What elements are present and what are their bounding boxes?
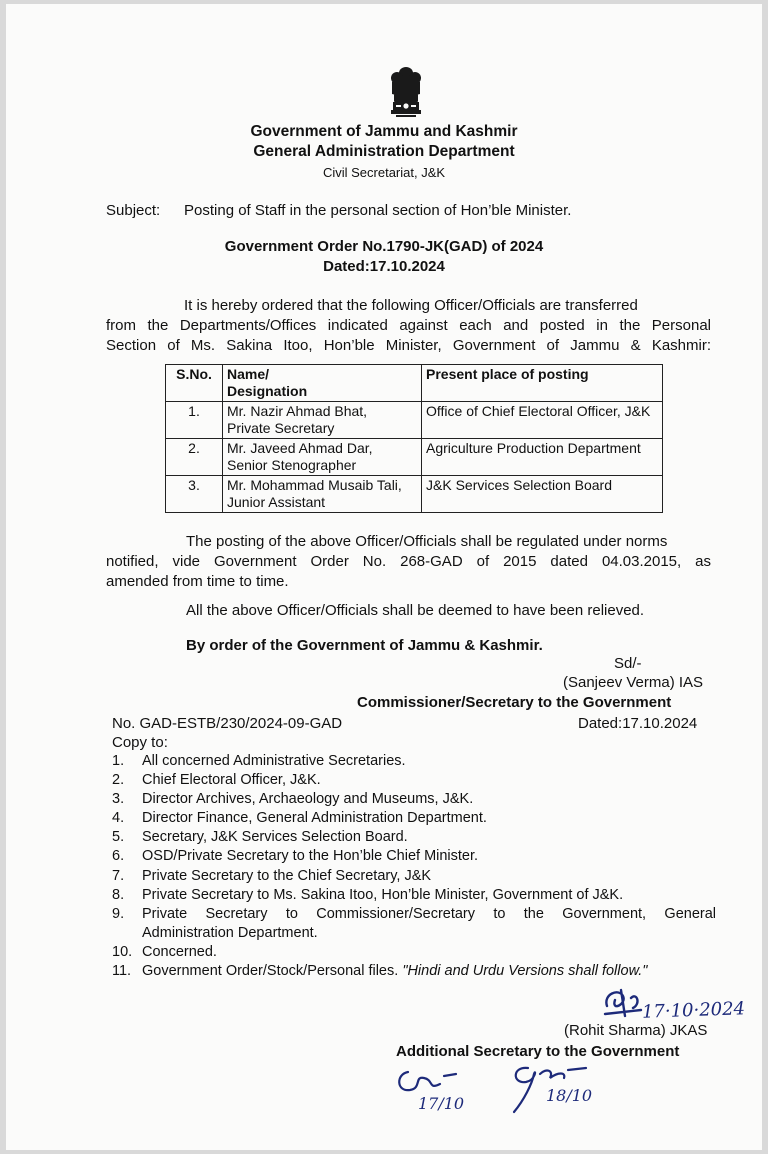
intro-line-2: from the Departments/Offices indicated against each and posted in the Personal (106, 317, 711, 334)
header-name-line1: Name/ (227, 366, 270, 382)
signatory2-name: (Rohit Sharma) JKAS (564, 1022, 708, 1039)
table-row (166, 439, 663, 476)
order-number: Government Order No.1790-JK(GAD) of 2024 (224, 238, 544, 255)
list-item: 9. Private Secretary to Commissioner/Secretary to the Government, General (112, 905, 716, 922)
row-sno: 2. (166, 439, 223, 476)
row-posting: Office of Chief Electoral Officer, J&K (422, 402, 663, 439)
para2-line-1: The posting of the above Officer/Officials shall be regulated under norms (186, 533, 668, 550)
row-name: Mr. Mohammad Musaib Tali, (227, 477, 402, 493)
reference-number: No. GAD-ESTB/230/2024-09-GAD (112, 715, 343, 732)
intro-line-1: It is hereby ordered that the following Officer/Officials are transferred (184, 297, 638, 314)
list-item: 4. Director Finance, General Administration Department. (112, 810, 487, 827)
signature-mark (601, 986, 645, 1022)
list-item: 3. Director Archives, Archaeology and Museums, J&K. (112, 791, 474, 808)
list-item: 2. Chief Electoral Officer, J&K. (112, 772, 321, 789)
list-item: 5. Secretary, J&K Services Selection Board. (112, 829, 408, 846)
initial-date-2: 18/10 (546, 1086, 593, 1105)
row-sno: 3. (166, 476, 223, 513)
posting-table (165, 364, 663, 513)
table-row (166, 402, 663, 439)
row-sno: 1. (166, 402, 223, 439)
handwritten-date: 17·10·2024 (641, 998, 746, 1023)
emblem-icon (382, 64, 430, 122)
copy-to-list (112, 752, 716, 981)
subject-line (106, 202, 571, 219)
para2-line-2: notified, vide Government Order No. 268-GAD of 2015 dated 04.03.2015, as (106, 553, 711, 570)
header-name (223, 365, 422, 402)
para2-line-3: amended from time to time. (106, 573, 289, 590)
row-designation: Senior Stenographer (227, 457, 357, 473)
signatory-name: (Sanjeev Verma) IAS (563, 674, 704, 691)
list-item-continuation: Administration Department. (142, 924, 318, 941)
list-item: 7. Private Secretary to the Chief Secretary, J&K (112, 867, 432, 884)
list-item: 11. Government Order/Stock/Personal files. "Hindi and Urdu Versions shall follow." (112, 963, 648, 980)
office-address: Civil Secretariat, J&K (322, 165, 446, 180)
header-name-line2: Designation (227, 383, 308, 399)
department-name: General Administration Department (253, 143, 515, 160)
intro-line-3: Section of Ms. Sakina Itoo, Hon’ble Minister, Government of Jammu & Kashmir: (106, 337, 711, 354)
row-name-cell (223, 439, 422, 476)
signatory-title: Commissioner/Secretary to the Government (357, 694, 672, 711)
subject-label: Subject: (106, 202, 161, 219)
sd-mark: Sd/- (614, 655, 642, 672)
hindi-urdu-note: "Hindi and Urdu Versions shall follow." (402, 963, 648, 980)
copy-to-label: Copy to: (112, 734, 168, 751)
table-header-row (166, 365, 663, 402)
list-item: 8. Private Secretary to Ms. Sakina Itoo, Hon’ble Minister, Government of J&K. (112, 886, 624, 903)
initial-date-1: 17/10 (418, 1094, 465, 1113)
government-name: Government of Jammu and Kashmir (250, 123, 518, 140)
document-page (6, 4, 762, 1150)
list-item: 1. All concerned Administrative Secretaries. (112, 753, 406, 769)
row-designation: Private Secretary (227, 420, 335, 436)
signatory2-title: Additional Secretary to the Government (396, 1043, 680, 1060)
row-name-cell (223, 476, 422, 513)
list-item: 6. OSD/Private Secretary to the Hon’ble Chief Minister. (112, 848, 479, 865)
row-designation: Junior Assistant (227, 494, 326, 510)
row-posting: Agriculture Production Department (422, 439, 663, 476)
relieved-paragraph: All the above Officer/Officials shall be deemed to have been relieved. (186, 602, 645, 619)
by-order-line: By order of the Government of Jammu & Kashmir. (186, 637, 543, 654)
table-row (166, 476, 663, 513)
order-date: Dated:17.10.2024 (323, 258, 445, 275)
list-item: 10. Concerned. (112, 943, 217, 960)
row-name: Mr. Javeed Ahmad Dar, (227, 440, 373, 456)
row-name-cell (223, 402, 422, 439)
header-posting: Present place of posting (422, 365, 663, 402)
subject-text: Posting of Staff in the personal section of Hon’ble Minister. (184, 202, 572, 219)
row-posting: J&K Services Selection Board (422, 476, 663, 513)
header-sno: S.No. (166, 365, 223, 402)
reference-date: Dated:17.10.2024 (578, 715, 698, 732)
row-name: Mr. Nazir Ahmad Bhat, (227, 403, 368, 419)
